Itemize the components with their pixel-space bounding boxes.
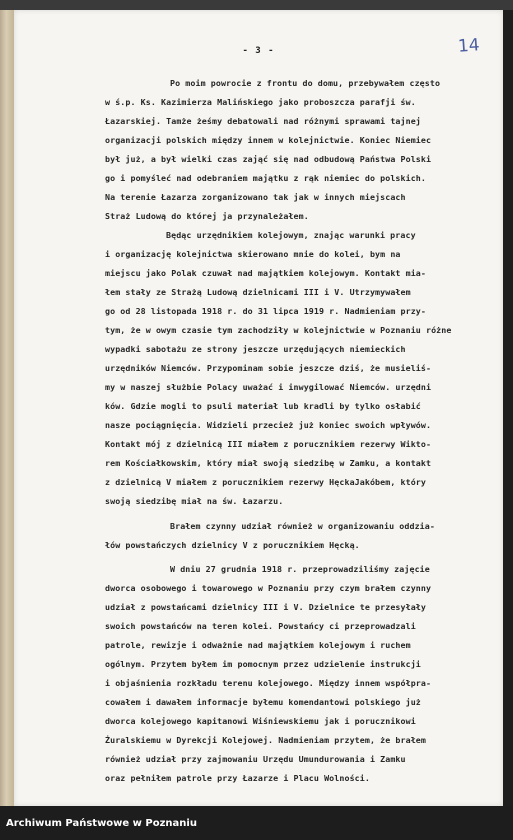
text-line: łem stały ze Strażą Ludową dzielnicami III i V. Utrzymywałem [105,287,411,297]
text-line: łów powstańczych dzielnicy V z porucznikiem Hęcką. [105,540,360,550]
text-line: udział z powstańcami dzielnicy III i V. Dzielnice te przesyłały [105,602,426,612]
text-line: go od 28 listopada 1918 r. do 31 lipca 1919 r. Nadmieniam przy- [105,306,426,316]
text-line: nasze pociągnięcia. Widzieli przecież już koniec swoich wpływów. [105,420,432,430]
text-line: swoich powstańców na teren kolei. Powstańcy ci przeprowadzali [105,621,416,631]
page-number: - 3 - [242,46,275,56]
text-line: go i pomyśleć nad odebraniem majątku z rąk niemiec do polskich. [105,173,426,183]
text-line: organizacji polskich między innem w kolejnictwie. Koniec Niemiec [105,135,432,145]
text-line: ogólnym. Przytem byłem im pomocnym przez udzielenie instrukcji [105,659,421,669]
text-line: z dzielnicą V miałem z porucznikiem rezerwy HęckaJakóbem, który [105,477,426,487]
text-line: swoją siedzibę miał na św. Łazarzu. [105,496,284,506]
viewer-right-edge [503,10,513,806]
text-line: dworca osobowego i towarowego w Poznaniu przy czym brałem czynny [105,583,432,593]
text-line: urzędników Niemców. Przypominam sobie jeszcze dziś, że musieliś- [105,363,432,373]
binder-edge [0,10,15,806]
text-line: i objaśnienia rozkładu terenu kolejowego. Między innem współpra- [105,678,432,688]
text-line: ków. Gdzie mogli to psuli materiał lub kradli by tylko osłabić [105,401,421,411]
archive-folio-number: 14 [457,35,481,57]
text-line: my w naszej służbie Polacy uważać i inwygilować Niemców. urzędni [105,382,432,392]
text-line: Będąc urzędnikiem kolejowym, znając warunki pracy [166,230,416,240]
archive-name: Archiwum Państwowe w Poznaniu [6,818,197,829]
text-line: Żuralskiemu w Dyrekcji Kolejowej. Nadmieniam przytem, że brałem [105,735,426,745]
text-line: cowałem i dawałem informacje byłemu komendantowi polskiego już [105,697,421,707]
text-line: Straż Ludową do której ja przynależałem. [105,211,309,221]
document-page [14,10,503,806]
text-line: Łazarskiej. Tamże żeśmy debatowali nad różnymi sprawami tajnej [105,116,421,126]
archive-footer-bar [0,806,513,840]
text-line: był już, a był wielki czas zająć się nad odbudową Państwa Polski [105,154,432,164]
text-line: rem Kościałkowskim, który miał swoją siedzibę w Zamku, a kontakt [105,458,432,468]
text-line: Po moim powrocie z frontu do domu, przebywałem często [170,78,441,88]
viewer-top-bar [0,0,513,10]
text-line: oraz pełniłem patrole przy Łazarze i Placu Wolności. [105,773,370,783]
text-line: patrole, rewizje i odważnie nad majątkiem kolejowym i ruchem [105,640,411,650]
text-line: Brałem czynny udział również w organizowaniu oddzia- [170,521,435,531]
text-line: wypadki sabotażu ze strony jeszcze urzędujących niemieckich [105,344,406,354]
text-line: w ś.p. Ks. Kazimierza Malińskiego jako proboszcza parafji św. [105,97,416,107]
text-line: Na terenie Łazarza zorganizowano tak jak w innych miejscach [105,192,406,202]
text-line: Kontakt mój z dzielnicą III miałem z porucznikiem rezerwy Wikto- [105,439,432,449]
text-line: tym, że w owym czasie tym zachodziły w kolejnictwie w Poznaniu różne [105,325,452,335]
text-line: i organizację kolejnictwa skierowano mnie do kolei, bym na [105,249,401,259]
text-line: miejscu jako Polak czuwał nad majątkiem kolejowym. Kontakt mia- [105,268,426,278]
text-line: również udział przy zajmowaniu Urzędu Umundurowania i Zamku [105,754,406,764]
text-line: W dniu 27 grudnia 1918 r. przeprowadziliśmy zajęcie [170,564,430,574]
text-line: dworca kolejowego kapitanowi Wiśniewskiemu jak i porucznikowi [105,716,416,726]
